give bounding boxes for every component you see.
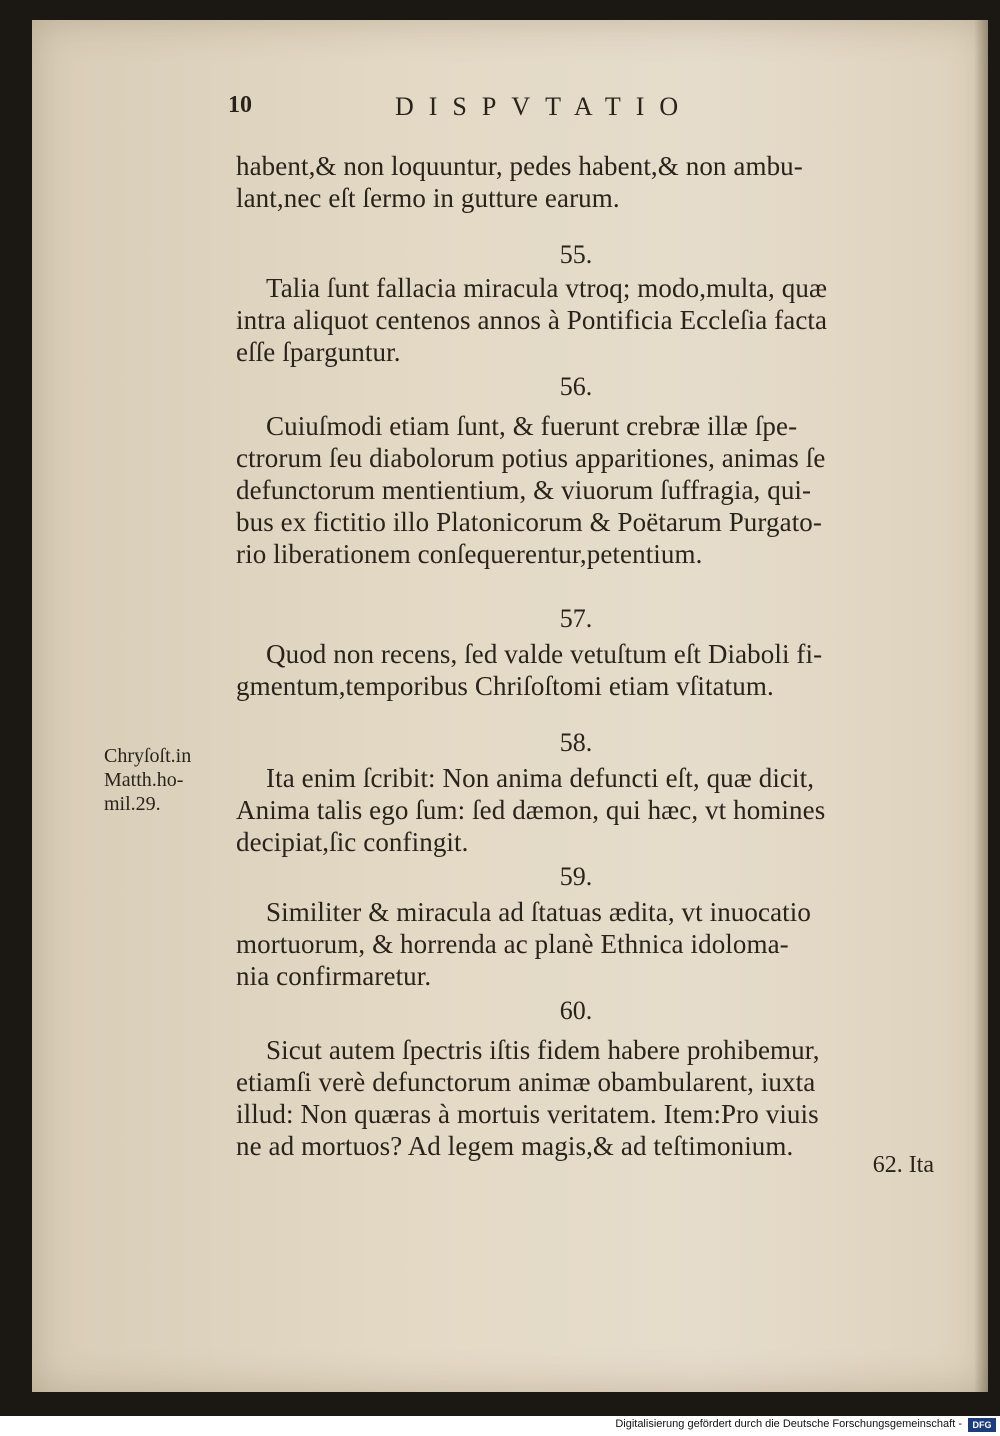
footer-bar — [0, 1416, 1000, 1436]
page-number: 10 — [228, 92, 252, 118]
section-number: 55. — [559, 240, 593, 269]
text-line: eſſe ſparguntur. — [236, 337, 401, 367]
margin-note-line: mil.29. — [104, 793, 161, 815]
book-page — [32, 20, 988, 1392]
text-line: etiamſi verè defunctorum animæ obambularent, iuxta — [236, 1067, 816, 1097]
text-line: rio liberationem conſequerentur,petentium. — [236, 539, 703, 569]
catchword: 62. Ita — [872, 1152, 934, 1178]
margin-note-line: Chryſoſt.in — [104, 745, 192, 767]
text-line: illud: Non quæras à mortuis veritatem. Item:Pro viuis — [236, 1099, 819, 1129]
margin-note-line: Matth.ho- — [104, 769, 184, 791]
margin-note — [104, 744, 224, 816]
text-line: mortuorum, & horrenda ac planè Ethnica idoloma- — [236, 929, 789, 959]
section-paragraph — [236, 638, 916, 702]
section-number: 57. — [559, 604, 593, 633]
text-line: Cuiuſmodi etiam ſunt, & fuerunt crebræ illæ ſpe- — [266, 411, 798, 441]
text-line: gmentum,temporibus Chriſoſtomi etiam vſitatum. — [236, 671, 774, 701]
text-line: lant,nec eſt ſermo in gutture earum. — [236, 183, 620, 213]
section-number: 60. — [559, 996, 593, 1025]
text-line: ctrorum ſeu diabolorum potius apparitiones, animas ſe — [236, 443, 826, 473]
section-paragraph — [236, 272, 916, 368]
text-line: Ita enim ſcribit: Non anima defuncti eſt, quæ dicit, — [266, 763, 815, 793]
text-line: Talia ſunt fallacia miracula vtroq; modo,multa, quæ — [266, 273, 828, 303]
section-number: 56. — [559, 372, 593, 401]
running-head: DISPVTATIO — [395, 92, 694, 121]
text-line: decipiat,ſic confingit. — [236, 827, 469, 857]
section-paragraph — [236, 896, 916, 992]
dfg-logo: DFG — [968, 1418, 996, 1432]
opening-paragraph — [236, 150, 916, 214]
text-line: habent,& non loquuntur, pedes habent,& non ambu- — [236, 151, 803, 181]
text-line: defunctorum mentientium, & viuorum ſuffragia, qui- — [236, 475, 812, 505]
text-line: Sicut autem ſpectris iſtis fidem habere prohibemur, — [266, 1035, 820, 1065]
section-number: 58. — [559, 728, 593, 757]
section-paragraph — [236, 762, 916, 858]
text-line: nia confirmaretur. — [236, 961, 432, 991]
section-paragraph — [236, 1034, 916, 1162]
section-number: 59. — [559, 862, 593, 891]
text-line: bus ex fictitio illo Platonicorum & Poëtarum Purgato- — [236, 507, 822, 537]
text-line: ne ad mortuos? Ad legem magis,& ad teſtimonium. — [236, 1131, 794, 1161]
text-line: intra aliquot centenos annos à Pontificia Eccleſia facta — [236, 305, 828, 335]
funding-credit: Digitalisierung gefördert durch die Deutsche Forschungsgemeinschaft - — [615, 1418, 962, 1430]
text-line: Anima talis ego ſum: ſed dæmon, qui hæc, vt homines — [236, 795, 826, 825]
section-paragraph — [236, 410, 916, 570]
text-line: Quod non recens, ſed valde vetuſtum eſt Diaboli fi- — [266, 639, 823, 669]
page-spine-shadow — [974, 20, 988, 1392]
text-line: Similiter & miracula ad ſtatuas ædita, vt inuocatio — [266, 897, 811, 927]
